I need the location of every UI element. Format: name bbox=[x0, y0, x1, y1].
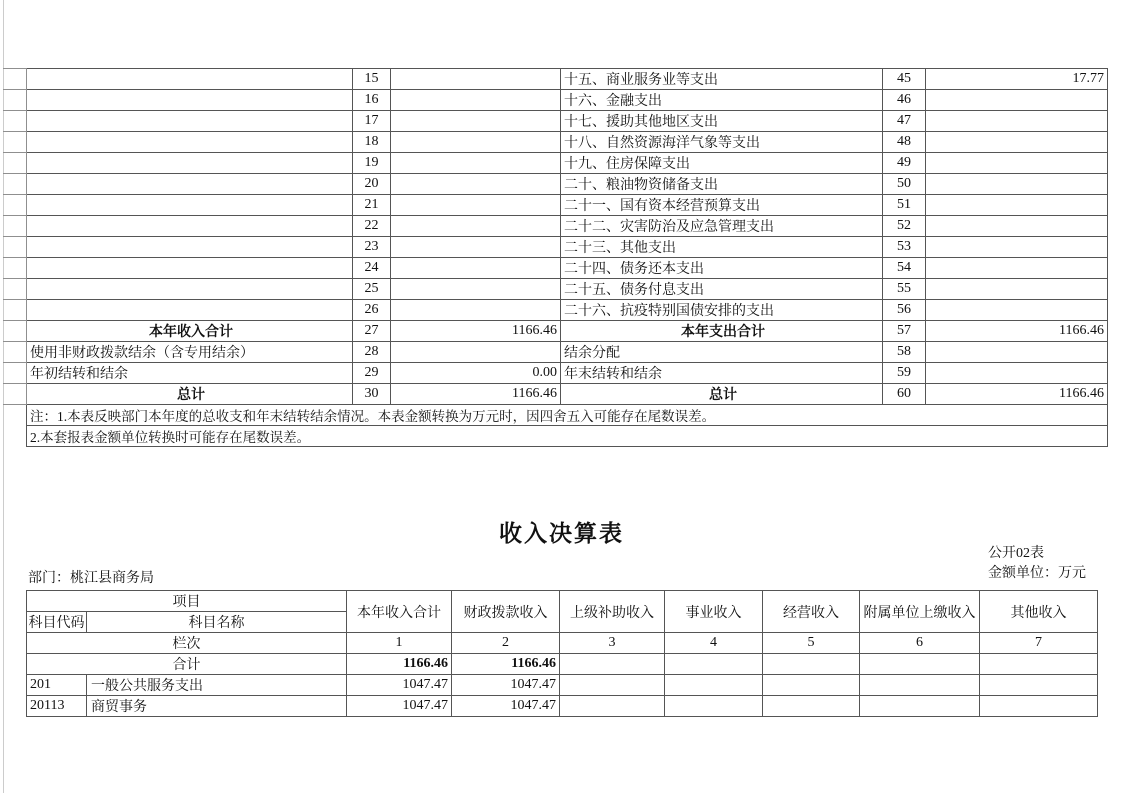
margin-strip-cell bbox=[4, 300, 27, 321]
line-number-cell: 59 bbox=[883, 363, 926, 384]
line-number-cell: 26 bbox=[353, 300, 391, 321]
amount-cell bbox=[560, 696, 665, 717]
amount-cell: 1166.46 bbox=[452, 654, 560, 675]
amount-cell: 1047.47 bbox=[452, 696, 560, 717]
income-table-title: 收入决算表 bbox=[499, 521, 624, 546]
table-row bbox=[4, 153, 1108, 174]
item-label-cell bbox=[27, 69, 353, 90]
line-number-cell: 49 bbox=[883, 153, 926, 174]
margin-strip-cell bbox=[4, 69, 27, 90]
amount-cell bbox=[560, 654, 665, 675]
amount-cell: 1166.46 bbox=[926, 384, 1108, 405]
amount-cell bbox=[391, 90, 561, 111]
margin-strip-cell bbox=[4, 426, 27, 447]
item-label-cell: 十九、住房保障支出 bbox=[561, 153, 883, 174]
column-number: 6 bbox=[860, 633, 980, 654]
item-label-cell: 十七、援助其他地区支出 bbox=[561, 111, 883, 132]
line-number-cell: 25 bbox=[353, 279, 391, 300]
column-row-label: 栏次 bbox=[27, 633, 347, 654]
amount-cell: 1047.47 bbox=[452, 675, 560, 696]
item-label-cell bbox=[27, 195, 353, 216]
item-label-cell: 总计 bbox=[561, 384, 883, 405]
unit-label: 金额单位：万元 bbox=[988, 566, 1086, 581]
line-number-cell: 54 bbox=[883, 258, 926, 279]
margin-strip-cell bbox=[4, 258, 27, 279]
line-number-cell: 51 bbox=[883, 195, 926, 216]
amount-cell bbox=[560, 675, 665, 696]
item-label-cell: 二十、粮油物资储备支出 bbox=[561, 174, 883, 195]
amount-cell bbox=[926, 111, 1108, 132]
note-text: 2.本套报表金额单位转换时可能存在尾数误差。 bbox=[27, 426, 1108, 447]
amount-cell bbox=[860, 675, 980, 696]
line-number-cell: 15 bbox=[353, 69, 391, 90]
item-label-cell: 二十五、债务付息支出 bbox=[561, 279, 883, 300]
amount-cell: 1166.46 bbox=[391, 384, 561, 405]
table-row bbox=[4, 111, 1108, 132]
amount-cell bbox=[926, 90, 1108, 111]
item-label-cell bbox=[27, 132, 353, 153]
item-label-cell: 十五、商业服务业等支出 bbox=[561, 69, 883, 90]
item-label-cell bbox=[27, 174, 353, 195]
line-number-cell: 50 bbox=[883, 174, 926, 195]
amount-cell: 0.00 bbox=[391, 363, 561, 384]
item-label-cell bbox=[27, 90, 353, 111]
line-number-cell: 22 bbox=[353, 216, 391, 237]
line-number-cell: 16 bbox=[353, 90, 391, 111]
amount-cell bbox=[980, 696, 1098, 717]
table-row bbox=[4, 363, 1108, 384]
line-number-cell: 56 bbox=[883, 300, 926, 321]
item-label-cell: 十六、金融支出 bbox=[561, 90, 883, 111]
amount-cell bbox=[391, 153, 561, 174]
line-number-cell: 23 bbox=[353, 237, 391, 258]
line-number-cell: 29 bbox=[353, 363, 391, 384]
amount-cell bbox=[391, 111, 561, 132]
margin-strip-cell bbox=[4, 195, 27, 216]
margin-strip-cell bbox=[4, 90, 27, 111]
line-number-cell: 18 bbox=[353, 132, 391, 153]
subject-code-cell: 201 bbox=[27, 675, 87, 696]
item-label-cell: 二十三、其他支出 bbox=[561, 237, 883, 258]
margin-strip-cell bbox=[4, 321, 27, 342]
line-number-cell: 45 bbox=[883, 69, 926, 90]
amount-cell bbox=[926, 195, 1108, 216]
row-label-cell: 合计 bbox=[27, 654, 347, 675]
margin-strip-cell bbox=[4, 405, 27, 426]
line-number-cell: 17 bbox=[353, 111, 391, 132]
table-row bbox=[4, 279, 1108, 300]
amount-cell: 1166.46 bbox=[391, 321, 561, 342]
item-label-cell: 本年支出合计 bbox=[561, 321, 883, 342]
item-label-cell bbox=[27, 279, 353, 300]
amount-cell bbox=[926, 258, 1108, 279]
header-row bbox=[27, 591, 1098, 612]
amount-cell bbox=[926, 153, 1108, 174]
item-label-cell: 使用非财政拨款结余（含专用结余） bbox=[27, 342, 353, 363]
amount-cell: 1047.47 bbox=[347, 675, 452, 696]
subject-code-header: 科目代码 bbox=[27, 612, 87, 633]
margin-strip-cell bbox=[4, 216, 27, 237]
item-label-cell bbox=[27, 153, 353, 174]
amount-cell bbox=[926, 132, 1108, 153]
line-number-cell: 28 bbox=[353, 342, 391, 363]
table-row bbox=[4, 69, 1108, 90]
amount-cell bbox=[926, 216, 1108, 237]
amount-cell bbox=[391, 342, 561, 363]
item-label-cell: 十八、自然资源海洋气象等支出 bbox=[561, 132, 883, 153]
table-row bbox=[4, 300, 1108, 321]
data-row bbox=[27, 696, 1098, 717]
amount-cell bbox=[980, 654, 1098, 675]
item-label-cell bbox=[27, 216, 353, 237]
amount-cell bbox=[391, 174, 561, 195]
table-code-label: 公开02表 bbox=[988, 546, 1044, 561]
data-row bbox=[27, 675, 1098, 696]
column-header: 事业收入 bbox=[665, 591, 763, 633]
line-number-cell: 21 bbox=[353, 195, 391, 216]
amount-cell bbox=[391, 237, 561, 258]
subject-name-cell: 商贸事务 bbox=[87, 696, 347, 717]
amount-cell bbox=[860, 696, 980, 717]
table-row bbox=[4, 90, 1108, 111]
column-header: 经营收入 bbox=[763, 591, 860, 633]
margin-strip-cell bbox=[4, 132, 27, 153]
line-number-cell: 30 bbox=[353, 384, 391, 405]
amount-cell bbox=[926, 300, 1108, 321]
column-header: 上级补助收入 bbox=[560, 591, 665, 633]
amount-cell bbox=[391, 216, 561, 237]
amount-cell bbox=[391, 132, 561, 153]
amount-cell bbox=[391, 69, 561, 90]
item-label-cell: 年末结转和结余 bbox=[561, 363, 883, 384]
line-number-cell: 48 bbox=[883, 132, 926, 153]
amount-cell bbox=[763, 675, 860, 696]
item-label-cell: 二十一、国有资本经营预算支出 bbox=[561, 195, 883, 216]
line-number-cell: 27 bbox=[353, 321, 391, 342]
project-header-cell: 项目 bbox=[27, 591, 347, 612]
amount-cell bbox=[763, 696, 860, 717]
margin-strip-cell bbox=[4, 237, 27, 258]
subject-name-header: 科目名称 bbox=[87, 612, 347, 633]
margin-strip-cell bbox=[4, 363, 27, 384]
line-number-cell: 20 bbox=[353, 174, 391, 195]
margin-strip-cell bbox=[4, 153, 27, 174]
amount-cell bbox=[665, 654, 763, 675]
table-row bbox=[4, 342, 1108, 363]
amount-cell bbox=[926, 363, 1108, 384]
amount-cell: 1166.46 bbox=[926, 321, 1108, 342]
column-number: 7 bbox=[980, 633, 1098, 654]
margin-strip-cell bbox=[4, 111, 27, 132]
line-number-cell: 47 bbox=[883, 111, 926, 132]
amount-cell bbox=[665, 675, 763, 696]
amount-cell bbox=[860, 654, 980, 675]
table-row-grand-total bbox=[4, 384, 1108, 405]
amount-cell: 17.77 bbox=[926, 69, 1108, 90]
note-row bbox=[4, 405, 1108, 426]
amount-cell bbox=[665, 696, 763, 717]
column-number: 1 bbox=[347, 633, 452, 654]
column-number-row bbox=[27, 633, 1098, 654]
amount-cell bbox=[926, 279, 1108, 300]
summary-table bbox=[3, 68, 1108, 447]
item-label-cell: 二十四、债务还本支出 bbox=[561, 258, 883, 279]
item-label-cell bbox=[27, 111, 353, 132]
note-text: 注：1.本表反映部门本年度的总收支和年末结转结余情况。本表金额转换为万元时，因四舍五入可能存在尾数误差。 bbox=[27, 405, 1108, 426]
table-row bbox=[4, 258, 1108, 279]
amount-cell bbox=[926, 237, 1108, 258]
amount-cell: 1047.47 bbox=[347, 696, 452, 717]
income-table bbox=[26, 590, 1098, 717]
column-header: 其他收入 bbox=[980, 591, 1098, 633]
total-row bbox=[27, 654, 1098, 675]
line-number-cell: 53 bbox=[883, 237, 926, 258]
table-meta bbox=[988, 544, 1086, 584]
item-label-cell: 本年收入合计 bbox=[27, 321, 353, 342]
amount-cell bbox=[391, 279, 561, 300]
item-label-cell: 二十二、灾害防治及应急管理支出 bbox=[561, 216, 883, 237]
table-row bbox=[4, 216, 1108, 237]
line-number-cell: 52 bbox=[883, 216, 926, 237]
department-label: 部门：桃江县商务局 bbox=[28, 571, 154, 586]
margin-strip-cell bbox=[4, 342, 27, 363]
subject-name-cell: 一般公共服务支出 bbox=[87, 675, 347, 696]
line-number-cell: 60 bbox=[883, 384, 926, 405]
amount-cell bbox=[763, 654, 860, 675]
table-row bbox=[4, 132, 1108, 153]
item-label-cell: 二十六、抗疫特别国债安排的支出 bbox=[561, 300, 883, 321]
line-number-cell: 57 bbox=[883, 321, 926, 342]
line-number-cell: 58 bbox=[883, 342, 926, 363]
table-row-total-income bbox=[4, 321, 1108, 342]
item-label-cell: 总计 bbox=[27, 384, 353, 405]
item-label-cell bbox=[27, 258, 353, 279]
line-number-cell: 55 bbox=[883, 279, 926, 300]
margin-strip-cell bbox=[4, 279, 27, 300]
item-label-cell bbox=[27, 237, 353, 258]
column-header: 财政拨款收入 bbox=[452, 591, 560, 633]
item-label-cell: 结余分配 bbox=[561, 342, 883, 363]
column-number: 2 bbox=[452, 633, 560, 654]
column-number: 5 bbox=[763, 633, 860, 654]
table-row bbox=[4, 174, 1108, 195]
amount-cell bbox=[980, 675, 1098, 696]
subject-code-cell: 20113 bbox=[27, 696, 87, 717]
margin-strip-cell bbox=[4, 384, 27, 405]
note-row bbox=[4, 426, 1108, 447]
column-header: 附属单位上缴收入 bbox=[860, 591, 980, 633]
table-row bbox=[4, 237, 1108, 258]
amount-cell bbox=[391, 258, 561, 279]
line-number-cell: 24 bbox=[353, 258, 391, 279]
amount-cell bbox=[926, 342, 1108, 363]
amount-cell bbox=[391, 195, 561, 216]
amount-cell bbox=[926, 174, 1108, 195]
table-row bbox=[4, 195, 1108, 216]
line-number-cell: 19 bbox=[353, 153, 391, 174]
item-label-cell bbox=[27, 300, 353, 321]
column-number: 4 bbox=[665, 633, 763, 654]
item-label-cell: 年初结转和结余 bbox=[27, 363, 353, 384]
line-number-cell: 46 bbox=[883, 90, 926, 111]
amount-cell bbox=[391, 300, 561, 321]
column-number: 3 bbox=[560, 633, 665, 654]
amount-cell: 1166.46 bbox=[347, 654, 452, 675]
margin-strip-cell bbox=[4, 174, 27, 195]
column-header: 本年收入合计 bbox=[347, 591, 452, 633]
